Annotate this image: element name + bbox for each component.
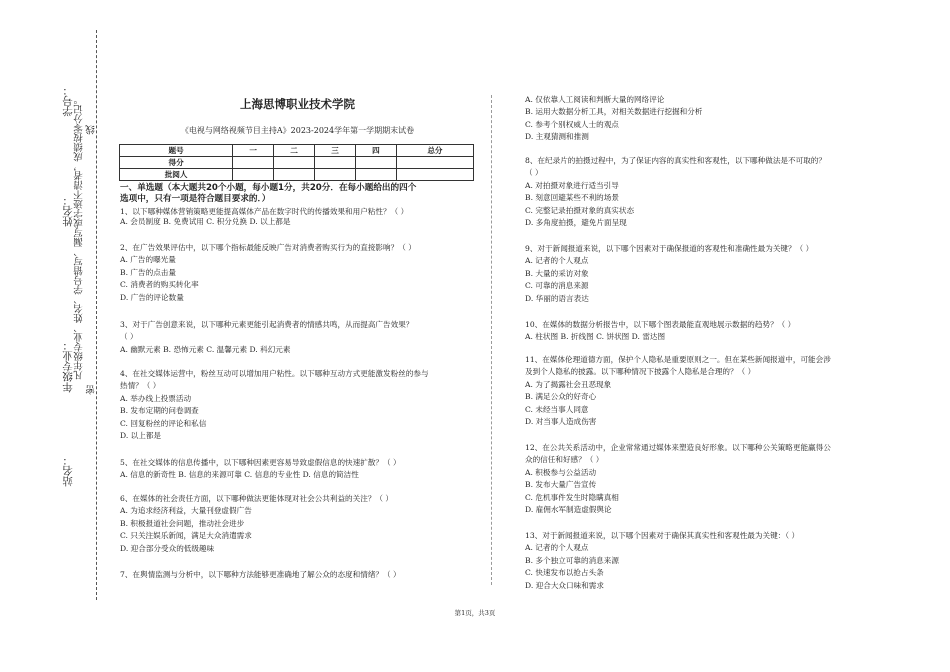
question-option: B. 广告的点击量 (120, 267, 176, 277)
question-option: D. 多角度拍摄，避免片面呈现 (525, 218, 627, 228)
question-option: B. 刻意回避某些不利的场景 (525, 193, 619, 203)
score-header-cell: 三 (315, 145, 356, 157)
question-option: （ ） (120, 332, 138, 342)
question-1 (120, 207, 408, 228)
school-title: 上海思博职业技术学院 (240, 97, 355, 111)
question-option: B. 多个独立可靠的消息来源 (525, 555, 619, 565)
question-option: C. 完整记录拍摄对象的真实状态 (525, 205, 635, 215)
question-option: A. 为了揭露社会丑恶现象 (525, 379, 612, 389)
question-6 (120, 494, 393, 554)
question-stem: 1、以下哪种媒体营销策略更能提高媒体产品在数字时代的传播效果和用户粘性？（ ） (120, 207, 409, 216)
question-option: A. 会员制度 B. 免费试用 C. 积分兑换 D. 以上都是 (120, 217, 291, 227)
question-option: D. 迎合部分受众的低级趣味 (120, 543, 215, 553)
question-2 (120, 243, 416, 303)
question-option: （ ） (525, 168, 543, 178)
page-footer: 第1页，共3页 (454, 609, 496, 617)
question-option: D. 广告的评论数量 (120, 292, 184, 302)
question-option: A. 广告的曝光量 (120, 255, 176, 265)
question-option: B. 运用大数据分析工具，对相关数据进行挖掘和分析 (525, 107, 703, 117)
question-stem: 9、对于新闻报道来说，以下哪个因素对于确保报道的客观性和准确性最为关键？（ ） (525, 244, 814, 253)
question-option: B. 满足公众的好奇心 (525, 392, 597, 402)
question-option: 热情？（ ） (120, 381, 161, 391)
score-cell (396, 169, 473, 181)
score-row (120, 157, 474, 169)
section-heading-line: 选项中，只有一项是符合题目要求的．） (120, 194, 271, 204)
question-option: B. 大量的采访对象 (525, 268, 589, 278)
reviewer-row-label: 批阅人 (120, 169, 233, 181)
score-cell (233, 169, 274, 181)
score-row-label: 得分 (120, 157, 233, 169)
section-heading-line: 一、单选题（本大题共20个小题，每小题1分，共20分．在每小题给出的四个 (120, 183, 417, 193)
question-stem: 8、在纪录片的拍摄过程中，为了保证内容的真实性和客观性，以下哪种做法是不可取的？ (525, 156, 826, 165)
question-9 (525, 244, 813, 304)
question-option: C. 只关注娱乐新闻，满足大众消遣需求 (120, 531, 252, 541)
question-option: C. 危机事件发生时隐瞒真相 (525, 492, 619, 502)
question-option: C. 快速发布以抢占头条 (525, 568, 604, 578)
score-cell (355, 157, 396, 169)
question-4 (120, 369, 429, 441)
seal-label-2: 密 (86, 385, 97, 395)
question-stem: 13、对于新闻报道来说，以下哪个因素对于确保其真实性和客观性最为关键：（ ） (525, 531, 800, 540)
question-option: 及到个人隐私的披露。以下哪种情况下披露个人隐私是合理的？（ ） (525, 367, 756, 377)
score-header-cell: 一 (233, 145, 274, 157)
question-stem: 4、在社交媒体运营中，粉丝互动可以增加用户粘性。以下哪种互动方式更能激发粉丝的参与 (120, 369, 429, 378)
question-stem: 6、在媒体的社会责任方面，以下哪种做法更能体现对社会公共利益的关注？（ ） (120, 494, 394, 503)
score-cell (274, 169, 315, 181)
student-no-label: 学号： (62, 85, 74, 117)
score-header-cell: 总分 (396, 145, 473, 157)
score-header-cell: 二 (274, 145, 315, 157)
seal-label: 线 (86, 125, 97, 135)
question-stem: 5、在社交媒体的信息传播中，以下哪种因素更容易导致虚假信息的快速扩散？（ ） (120, 458, 401, 467)
question-option: A. 积极参与公益活动 (525, 467, 597, 477)
question-option: D. 主观猜测和推测 (525, 132, 589, 142)
question-option: B. 发布定期的问卷调查 (120, 406, 199, 416)
question-option: C. 参考个别权威人士的观点 (525, 119, 619, 129)
question-option: D. 雇佣水军制造虚假舆论 (525, 505, 612, 515)
question-3 (120, 320, 413, 355)
column-divider (491, 95, 492, 585)
question-10 (525, 320, 795, 343)
question-stem: 3、对于广告创意来说，以下哪种元素更能引起消费者的情感共鸣，从而提高广告效果？ (120, 320, 414, 329)
question-5 (120, 458, 401, 481)
question-option: D. 以上都是 (120, 431, 162, 441)
score-header-cell: 题号 (120, 145, 233, 157)
question-option: A. 柱状图 B. 折线图 C. 饼状图 D. 雷达图 (525, 332, 666, 342)
question-option: A. 为追求经济利益，大量刊登虚假广告 (120, 506, 252, 516)
name-label: 姓名： (62, 195, 74, 227)
exam-subtitle: 《电视与网络视频节目主持A》2023-2024学年第一学期期末试卷 (180, 126, 415, 135)
score-table-header-row (120, 145, 474, 157)
reviewer-row (120, 169, 474, 181)
question-option: C. 回复粉丝的评论和私信 (120, 418, 207, 428)
score-cell (233, 157, 274, 169)
question-option: B. 积极报道社会问题，推动社会进步 (120, 518, 245, 528)
question-option: A. 对拍摄对象进行适当引导 (525, 180, 619, 190)
binding-dashed-line (96, 30, 97, 600)
question-option: A. 信息的新奇性 B. 信息的来源可靠 C. 信息的专业性 D. 信息的简洁性 (120, 470, 359, 480)
question-option: D. 迎合大众口味和需求 (525, 580, 604, 590)
question-option: B. 发布大量广告宣传 (525, 480, 597, 490)
binding-margin (0, 0, 110, 672)
question-option: C. 未经当事人同意 (525, 404, 589, 414)
question-stem: 7、在舆情监测与分析中，以下哪种方法能够更准确地了解公众的态度和情绪？（ ） (120, 570, 401, 579)
question-stem: 10、在媒体的数据分析报告中，以下哪个图表最能直观地展示数据的趋势？（ ） (525, 320, 796, 329)
question-12 (525, 443, 831, 515)
question-option: A. 记者的个人观点 (525, 543, 589, 553)
question-stem: 11、在媒体伦理道德方面，保护个人隐私是重要原则之一。但在某些新闻报道中，可能会涉 (525, 355, 831, 364)
question-option: D. 对当事人造成伤害 (525, 417, 597, 427)
question-option: A. 仅依靠人工阅读和判断大量的网络评论 (525, 95, 665, 104)
score-header-cell: 四 (355, 145, 396, 157)
section-heading (120, 183, 475, 205)
question-option: 众的信任和好感？（ ） (525, 455, 604, 465)
question-option: A. 幽默元素 B. 恐怖元素 C. 温馨元素 D. 科幻元素 (120, 344, 291, 354)
question-stem: 2、在广告效果评估中，以下哪个指标最能反映广告对消费者购买行为的直接影响？（ ） (120, 243, 416, 252)
question-13 (525, 531, 799, 591)
score-cell (274, 157, 315, 169)
score-cell (396, 157, 473, 169)
site-label: 站名： (62, 455, 74, 487)
class-label: 年级专业： (62, 340, 74, 393)
binding-notice-line: 凡年级专业、姓名、学号错写、漏写或字迹不清者，成绩按零分记。 (74, 95, 85, 380)
question-option: A. 举办线上投票活动 (120, 393, 192, 403)
question-stem: 12、在公共关系活动中，企业常常通过媒体来塑造良好形象。以下哪种公关策略更能赢得公 (525, 443, 831, 452)
score-cell (315, 169, 356, 181)
question-7-options (525, 95, 702, 143)
question-option: A. 记者的个人观点 (525, 256, 589, 266)
question-7 (120, 570, 401, 580)
question-option: C. 消费者的购买转化率 (120, 280, 199, 290)
score-cell (315, 157, 356, 169)
question-option: C. 可靠的消息来源 (525, 281, 589, 291)
question-8 (525, 156, 826, 228)
question-option: D. 华丽的语言表达 (525, 293, 589, 303)
score-table (119, 144, 474, 181)
question-11 (525, 355, 831, 427)
score-cell (355, 169, 396, 181)
